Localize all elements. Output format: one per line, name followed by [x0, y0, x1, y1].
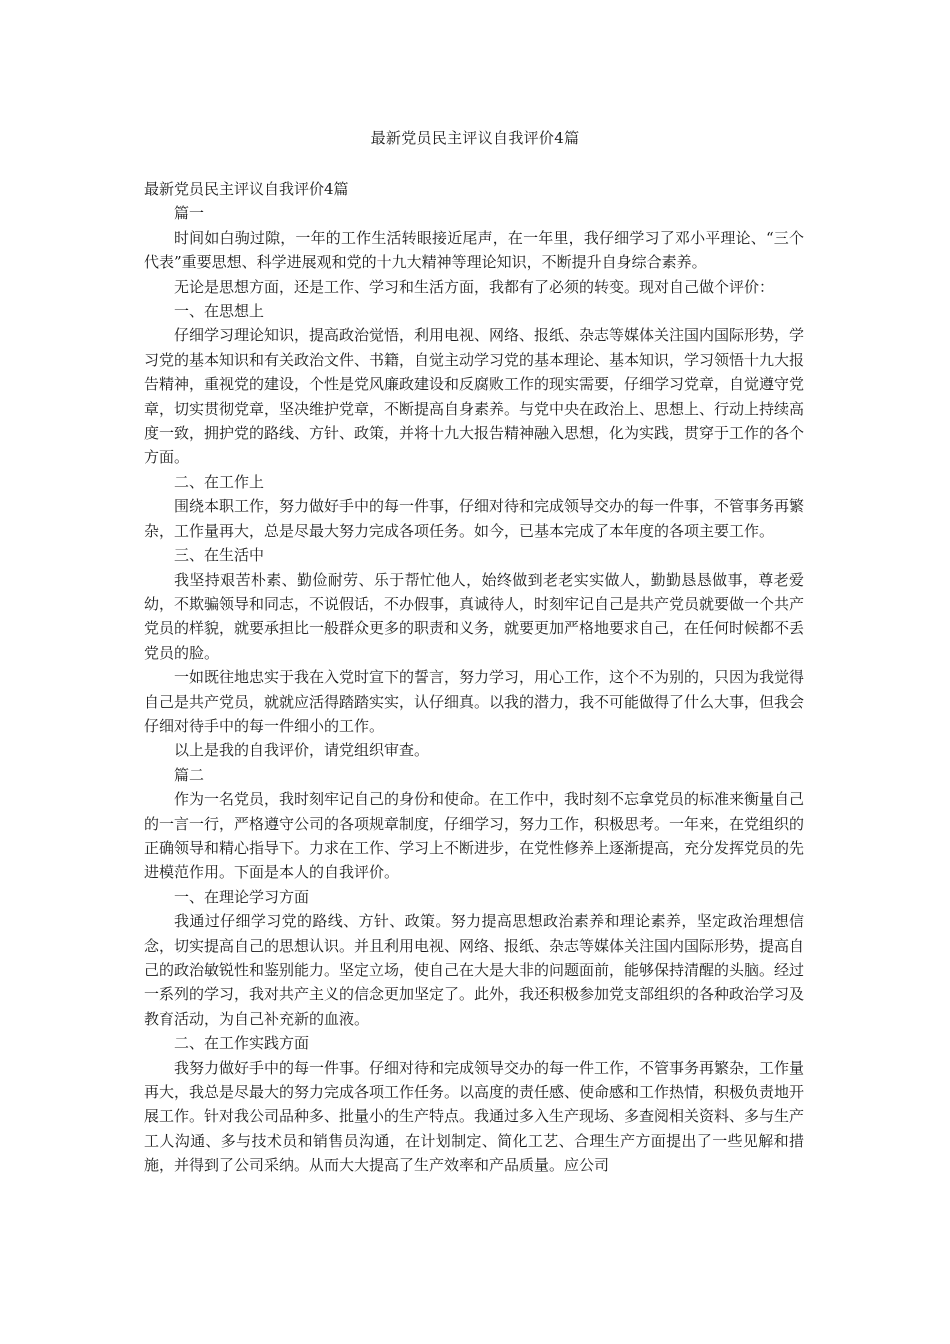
sub-heading: 三、在生活中 [174, 546, 265, 565]
document-title: 最新党员民主评议自我评价4篇 [370, 129, 580, 147]
document-subtitle: 最新党员民主评议自我评价4篇 [144, 180, 349, 198]
paragraph: 我努力做好手中的每一件事。仔细对待和完成领导交办的每一件工作，不管事务再繁杂，工作量再大，我总是尽最大的努力完成各项工作任务。以高度的责任感、使命感和工作热情，积极负责地开展工作。针对我公司品种多、批量小的生产特点。我通过多入生产现场、多查阅相关资料、多与生产工人沟通、多与技术员和销售员沟通，在计划制定、简化工艺、合理生产方面提出了一些见解和措施，并得到了公司采纳。从而大大提高了生产效率和产品质量。应公司 [144, 1058, 805, 1175]
sub-heading: 一、在思想上 [174, 302, 265, 321]
paragraph: 以上是我的自我评价，请党组织审查。 [174, 741, 430, 760]
document-body [144, 177, 804, 1178]
sub-heading: 二、在工作实践方面 [174, 1034, 310, 1053]
paragraph: 围绕本职工作，努力做好手中的每一件事，仔细对待和完成领导交办的每一件事，不管事务再繁杂，工作量再大，总是尽最大努力完成各项任务。如今，已基本完成了本年度的各项主要工作。 [144, 497, 805, 540]
paragraph: 无论是思想方面，还是工作、学习和生活方面，我都有了必须的转变。现对自己做个评价： [174, 277, 775, 296]
paragraph: 作为一名党员，我时刻牢记自己的身份和使命。在工作中，我时刻不忘拿党员的标准来衡量自己的一言一行，严格遵守公司的各项规章制度，仔细学习，努力工作，积极思考。一年来，在党组织的正确领导和精心指导下。力求在工作、学习上不断进步，在党性修养上逐渐提高，充分发挥党员的先进模范作用。下面是本人的自我评价。 [144, 790, 805, 882]
paragraph: 我坚持艰苦朴素、勤俭耐劳、乐于帮忙他人，始终做到老老实实做人，勤勤恳恳做事，尊老爱幼，不欺骗领导和同志，不说假话，不办假事，真诚待人，时刻牢记自己是共产党员就要做一个共产党员的样貌，就要承担比一般群众更多的职责和义务，就要更加严格地要求自己，在任何时候都不丢党员的脸。 [144, 570, 805, 662]
paragraph: 仔细学习理论知识，提高政治觉悟，利用电视、网络、报纸、杂志等媒体关注国内国际形势，学习党的基本知识和有关政治文件、书籍，自觉主动学习党的基本理论、基本知识，学习领悟十九大报告精神，重视党的建设，个性是党风廉政建设和反腐败工作的现实需要，仔细学习党章，自觉遵守党章，切实贯彻党章，坚决维护党章，不断提高自身素养。与党中央在政治上、思想上、行动上持续高度一致，拥护党的路线、方针、政策，并将十九大报告精神融入思想，化为实践，贯穿于工作的各个方面。 [144, 326, 805, 467]
section-heading: 篇一 [174, 204, 205, 223]
sub-heading: 一、在理论学习方面 [174, 887, 310, 906]
paragraph: 一如既往地忠实于我在入党时宣下的誓言，努力学习，用心工作，这个不为别的，只因为我觉得自己是共产党员，就就应活得踏踏实实，认仔细真。以我的潜力，我不可能做得了什么大事，但我会仔细对待手中的每一件细小的工作。 [144, 668, 805, 735]
section-heading: 篇二 [174, 765, 205, 784]
paragraph: 时间如白驹过隙，一年的工作生活转眼接近尾声，在一年里，我仔细学习了邓小平理论、“三个代表”重要思想、科学进展观和党的十九大精神等理论知识，不断提升自身综合素养。 [144, 228, 804, 272]
sub-heading: 二、在工作上 [174, 472, 265, 491]
paragraph: 我通过仔细学习党的路线、方针、政策。努力提高思想政治素养和理论素养，坚定政治理想信念，切实提高自己的思想认识。并且利用电视、网络、报纸、杂志等媒体关注国内国际形势，提高自己的政治敏锐性和鉴别能力。坚定立场，使自己在大是大非的问题面前，能够保持清醒的头脑。经过一系列的学习，我对共产主义的信念更加坚定了。此外，我还积极参加党支部组织的各种政治学习及教育活动，为自己补充新的血液。 [144, 912, 805, 1028]
